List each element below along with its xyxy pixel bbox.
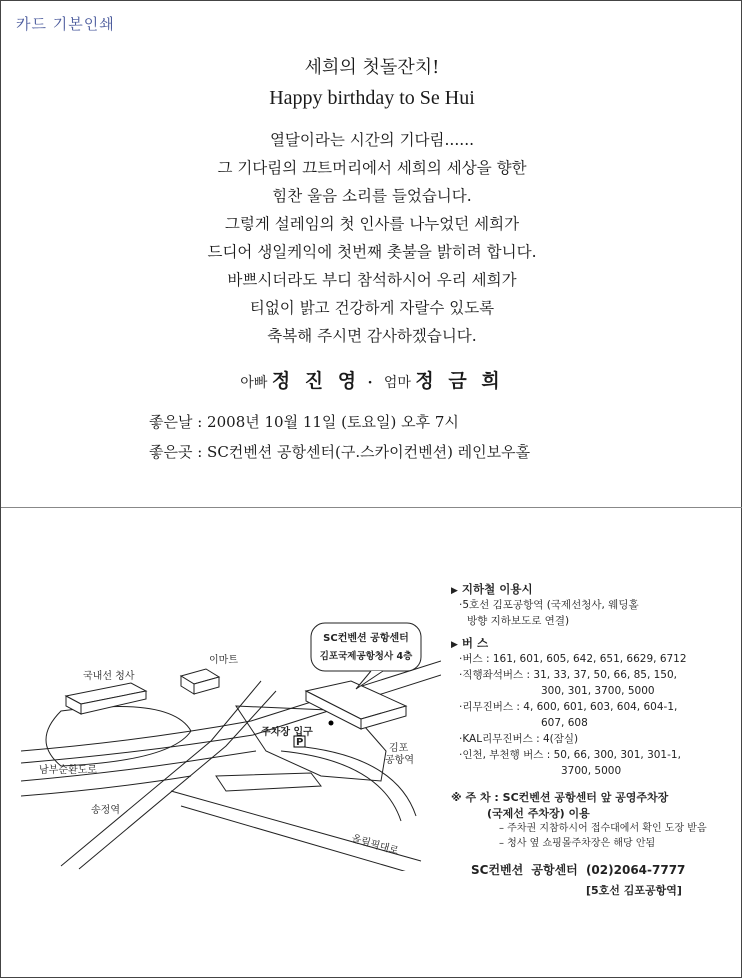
label-gimpo: 김포 — [389, 743, 409, 754]
location-map — [21, 601, 441, 871]
mother-label: 엄마 — [383, 375, 411, 391]
bus-line: ·버스 : 161, 601, 605, 642, 651, 6629, 6712 — [459, 653, 687, 665]
bus-line: ·인천, 부천행 버스 : 50, 66, 300, 301, 301-1, — [459, 749, 681, 761]
venue-marker-dot — [329, 721, 334, 726]
label-emart: 이마트 — [209, 655, 238, 666]
father-label: 아빠 — [240, 375, 268, 391]
message-line: 축복해 주시면 감사하겠습니다. — [267, 327, 477, 345]
triangle-icon: ▶ — [451, 640, 458, 650]
callout-line1: SC컨벤션 공항센터 — [323, 633, 409, 644]
message-line: 열달이라는 시간의 기다림...... — [269, 131, 475, 149]
fold-divider — [1, 507, 742, 508]
title-english: Happy birthday to Se Hui — [269, 87, 475, 109]
invitation-section — [1, 53, 742, 393]
venue-contact-station: [5호선 김포공항역] — [586, 884, 682, 897]
label-domestic-terminal: 국내선 청사 — [83, 671, 135, 682]
label-olympic-road: 올림픽대로 — [350, 833, 400, 858]
label-songjeong: 송정역 — [91, 805, 120, 816]
event-date: 좋은날 : 2008년 10월 11일 (토요일) 오후 7시 — [149, 413, 459, 431]
parking-title: ※ 주 차 : SC컨벤션 공항센터 앞 공영주차장 — [451, 791, 669, 804]
callout-line2: 김포국제공항청사 4층 — [319, 651, 413, 662]
message-line: 바쁘시더라도 부디 참석하시어 우리 세희가 — [227, 271, 517, 289]
bus-line: 300, 301, 3700, 5000 — [541, 685, 655, 697]
bus-line: 607, 608 — [541, 717, 588, 729]
bus-line: ·직행좌석버스 : 31, 33, 37, 50, 66, 85, 150, — [459, 669, 678, 681]
bus-title: ▶ 버 스 — [451, 636, 489, 650]
parking-section — [451, 789, 731, 851]
event-place: 좋은곳 : SC컨벤션 공항센터(구.스카이컨벤션) 레인보우홀 — [149, 443, 531, 461]
bus-line: ·KAL리무진버스 : 4(잠실) — [459, 733, 579, 745]
parking-sub: (국제선 주차장) 이용 — [487, 807, 590, 820]
callout-bubble — [311, 623, 421, 689]
parking-note: – 청사 옆 쇼핑몰주차장은 해당 안됨 — [499, 838, 656, 849]
triangle-icon: ▶ — [451, 586, 458, 596]
subway-line: 방향 지하보도로 연결) — [467, 615, 570, 627]
label-parking-entrance: 주차장 입구 — [261, 727, 313, 738]
message-line: 그 기다림의 끄트머리에서 세희의 세상을 향한 — [217, 159, 527, 177]
name-separator: · — [367, 375, 377, 391]
label-gimpo-station: 공항역 — [385, 755, 414, 766]
title-korean: 세희의 첫돌잔치! — [304, 57, 440, 78]
subway-line: ·5호선 김포공항역 (국제선청사, 웨딩홀 — [459, 599, 639, 611]
parents-line — [1, 366, 742, 393]
parking-note: – 주차권 지참하시어 접수대에서 확인 도장 받음 — [499, 823, 707, 834]
parking-p: P — [296, 737, 304, 748]
mother-name: 정 금 희 — [415, 370, 504, 392]
subway-title: ▶ 지하철 이용시 — [451, 582, 533, 596]
card-type-label: 카드 기본인쇄 — [16, 15, 115, 33]
map-drawing — [21, 601, 441, 871]
message-line: 힘찬 울음 소리를 들었습니다. — [272, 187, 472, 205]
bus-line: ·리무진버스 : 4, 600, 601, 603, 604, 604-1, — [459, 701, 678, 713]
father-name: 정 진 영 — [271, 370, 361, 392]
bus-line: 3700, 5000 — [561, 765, 622, 777]
label-nambu-road: 남부순환도로 — [39, 765, 97, 776]
event-details — [149, 407, 530, 467]
directions-info — [451, 575, 731, 898]
message-line: 티없이 밝고 건강하게 자랄수 있도록 — [249, 299, 495, 317]
venue-contact: SC컨벤션 공항센터 (02)2064-7777 — [471, 863, 686, 877]
message-line: 드디어 생일케익에 첫번째 촛불을 밝히려 합니다. — [207, 243, 537, 261]
message-line: 그렇게 설레임의 첫 인사를 나누었던 세희가 — [224, 215, 520, 233]
